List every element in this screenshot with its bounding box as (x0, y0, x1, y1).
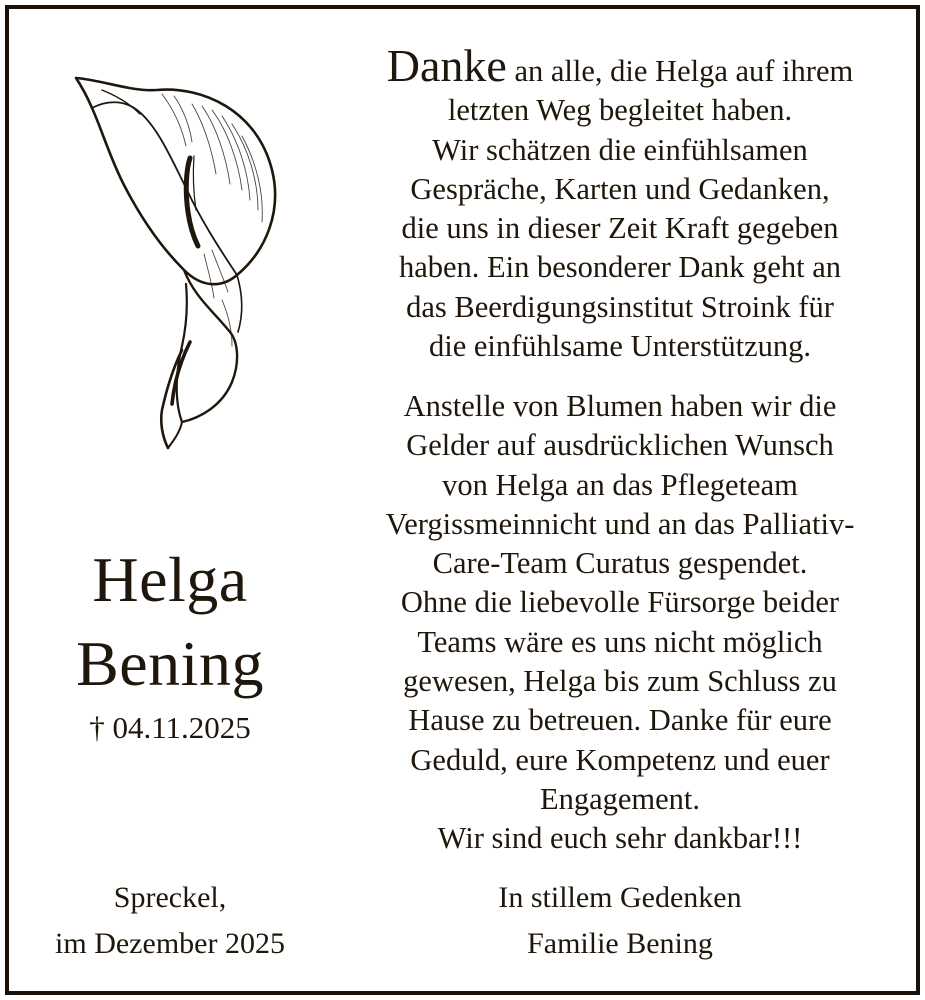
thanks-lead-word: Danke (386, 40, 507, 91)
place-and-date (20, 875, 320, 967)
thanks-line: an alle, die Helga auf ihrem (514, 54, 854, 88)
closing-phrase: In stillem Gedenken (498, 881, 742, 914)
thanks-line: die einfühlsame Unterstützung. (429, 329, 811, 364)
donation-line: Engagement. (539, 781, 701, 816)
thanks-line: letzten Weg begleitet haben. (447, 93, 793, 128)
donation-line: von Helga an das Pflegeteam (442, 467, 798, 502)
donation-line: Hause zu betreuen. Danke für eure (408, 703, 832, 738)
thanks-line: Wir schätzen die einfühlsamen (432, 132, 808, 167)
thanks-line: die uns in dieser Zeit Kraft gegeben (401, 211, 839, 246)
donation-line: Ohne die liebevolle Fürsorge beider (400, 585, 840, 620)
donation-line: Anstelle von Blumen haben wir die (403, 389, 837, 423)
thanks-line: haben. Ein besonderer Dank geht an (398, 250, 842, 285)
deceased-last-name: Bening (76, 628, 264, 699)
date: im Dezember 2025 (55, 927, 285, 960)
donation-line: Gelder auf ausdrücklichen Wunsch (406, 428, 834, 463)
donation-line: Care-Team Curatus gespendet. (432, 546, 808, 581)
donation-line: Teams wäre es uns nicht möglich (417, 624, 823, 659)
donation-line: gewesen, Helga bis zum Schluss zu (403, 664, 837, 699)
place: Spreckel, (113, 881, 227, 914)
donation-line: Vergissmeinnicht und an das Palliativ- (385, 506, 855, 541)
thanks-line: das Beerdigungsinstitut Stroink für (406, 289, 834, 324)
donation-line: Wir sind euch sehr dankbar!!! (437, 821, 803, 856)
signature-block (330, 875, 910, 967)
thanks-line: Gespräche, Karten und Gedanken, (410, 171, 830, 206)
thanks-paragraph (330, 40, 910, 366)
family-name: Familie Bening (527, 927, 713, 960)
calla-lily-icon (62, 70, 292, 460)
donation-line: Geduld, eure Kompetenz und euer (410, 742, 830, 777)
deceased-first-name: Helga (92, 544, 248, 615)
donation-paragraph (330, 387, 910, 859)
thanks-first-line (330, 40, 910, 91)
death-date: † 04.11.2025 (89, 710, 251, 745)
